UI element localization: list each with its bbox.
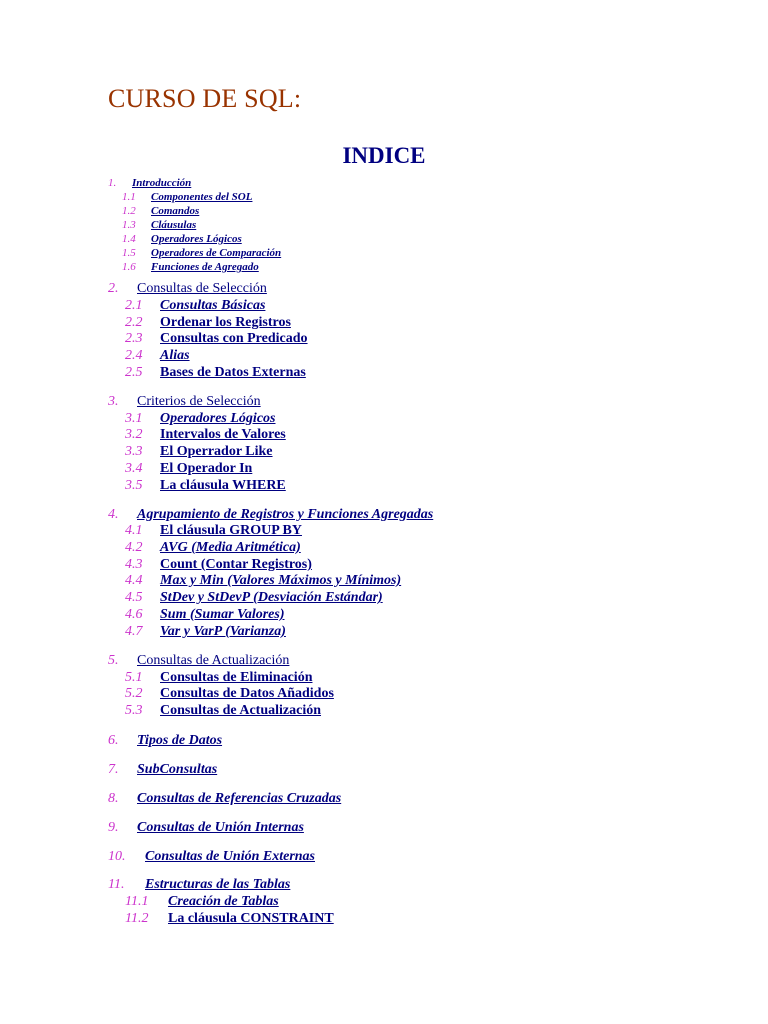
toc-link-introduccion[interactable]: Introducción [132,177,192,189]
toc-link-consultas-predicado[interactable]: Consultas con Predicado [160,331,308,346]
toc-link-funciones-agregado[interactable]: Funciones de Agregado [151,261,259,273]
toc-number: 3.2 [125,427,143,442]
toc-number: 10. [108,849,126,864]
toc-number: 4. [108,507,119,522]
toc-number: 3.1 [125,411,143,426]
toc-link-ordenar-registros[interactable]: Ordenar los Registros [160,315,291,330]
toc-link-consultas-eliminacion[interactable]: Consultas de Eliminación [160,670,313,685]
toc-number: 4.6 [125,607,143,622]
toc-number: 5.1 [125,670,143,685]
toc-number: 5.3 [125,703,143,718]
toc-link-consultas-seleccion[interactable]: Consultas de Selección [137,281,267,296]
toc-link-sum[interactable]: Sum (Sumar Valores) [160,607,285,622]
toc-number: 1.6 [122,261,136,273]
toc-number: 5.2 [125,686,143,701]
toc-number: 4.4 [125,573,143,588]
toc-number: 11.2 [125,911,149,926]
toc-number: 1.2 [122,205,136,217]
toc-link-intervalos-valores[interactable]: Intervalos de Valores [160,427,286,442]
toc-number: 3.5 [125,478,143,493]
toc-number: 6. [108,733,119,748]
toc-link-estructuras-tablas[interactable]: Estructuras de las Tablas [145,877,291,892]
toc-number: 8. [108,791,119,806]
toc-number: 11.1 [125,894,149,909]
toc-number: 2.3 [125,331,143,346]
toc-link-avg[interactable]: AVG (Media Aritmética) [160,540,301,555]
toc-number: 2.4 [125,348,143,363]
index-heading: INDICE [342,143,426,168]
toc-number: 4.7 [125,624,143,639]
toc-link-union-internas[interactable]: Consultas de Unión Internas [137,820,304,835]
toc-link-criterios-seleccion[interactable]: Criterios de Selección [137,394,261,409]
document-title: CURSO DE SQL: [108,84,302,113]
toc-link-var[interactable]: Var y VarP (Varianza) [160,624,286,639]
toc-link-operadores-logicos-3[interactable]: Operadores Lógicos [160,411,276,426]
toc-link-subconsultas[interactable]: SubConsultas [137,762,218,777]
toc-number: 1. [108,177,117,189]
toc-link-union-externas[interactable]: Consultas de Unión Externas [145,849,315,864]
toc-number: 2.1 [125,298,143,313]
toc-link-consultas-actualizacion[interactable]: Consultas de Actualización [137,653,290,668]
toc-number: 1.3 [122,219,136,231]
toc-link-clausula-constraint[interactable]: La cláusula CONSTRAINT [168,911,334,926]
toc-link-operadores-logicos[interactable]: Operadores Lógicos [151,233,242,245]
toc-number: 5. [108,653,119,668]
toc-link-bases-datos-externas[interactable]: Bases de Datos Externas [160,365,306,380]
toc-number: 2.2 [125,315,143,330]
toc-link-referencias-cruzadas[interactable]: Consultas de Referencias Cruzadas [137,791,342,806]
toc-link-operador-in[interactable]: El Operador In [160,461,253,476]
toc-link-componentes[interactable]: Componentes del SOL [151,191,253,203]
toc-number: 3.3 [125,444,143,459]
toc-link-operador-like[interactable]: El Operrador Like [160,444,273,459]
toc-link-alias[interactable]: Alias [160,348,190,363]
toc-number: 3.4 [125,461,143,476]
toc-number: 4.1 [125,523,143,538]
toc-link-datos-anadidos[interactable]: Consultas de Datos Añadidos [160,686,334,701]
toc-number: 1.4 [122,233,136,245]
toc-link-stdev[interactable]: StDev y StDevP (Desviación Estándar) [160,590,383,605]
toc-number: 1.5 [122,247,136,259]
toc-number: 7. [108,762,119,777]
toc-link-clausula-where[interactable]: La cláusula WHERE [160,478,286,493]
toc-link-tipos-datos[interactable]: Tipos de Datos [137,733,223,748]
toc-link-comandos[interactable]: Comandos [151,205,200,217]
toc-link-group-by[interactable]: El cláusula GROUP BY [160,523,302,538]
toc-number: 9. [108,820,119,835]
toc-number: 4.2 [125,540,143,555]
toc-number: 2. [108,281,119,296]
toc-number: 4.5 [125,590,143,605]
toc-number: 1.1 [122,191,136,203]
toc-link-consultas-actualizacion-sub[interactable]: Consultas de Actualización [160,703,322,718]
toc-link-creacion-tablas[interactable]: Creación de Tablas [168,894,279,909]
toc-number: 4.3 [125,557,143,572]
toc-number: 2.5 [125,365,143,380]
toc-link-max-min[interactable]: Max y Min (Valores Máximos y Mínimos) [160,573,402,588]
toc-link-operadores-comparacion[interactable]: Operadores de Comparación [151,247,282,259]
toc-link-count[interactable]: Count (Contar Registros) [160,557,312,572]
toc-link-clausulas[interactable]: Cláusulas [151,219,197,231]
toc-link-consultas-basicas[interactable]: Consultas Básicas [160,298,266,313]
toc-number: 11. [108,877,125,892]
toc-link-agrupamiento[interactable]: Agrupamiento de Registros y Funciones Agregadas [137,507,434,522]
toc-number: 3. [108,394,119,409]
